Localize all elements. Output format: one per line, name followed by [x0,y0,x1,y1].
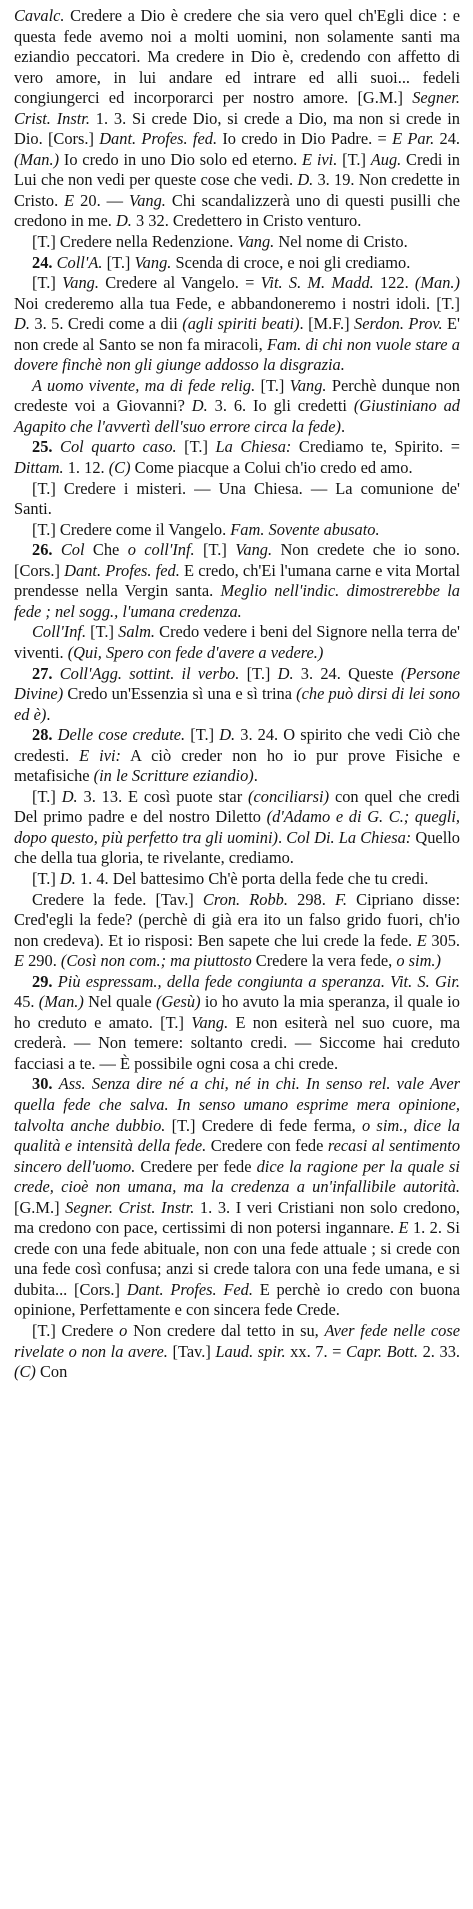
italic-run: E [416,930,427,950]
italic-run: A uomo vivente, ma di fede relig. [32,375,256,395]
italic-run: Meglio nell'indic. dimostrerebbe la fede ; nel sogg., l'umana credenza. [14,581,460,621]
text-run: 1. 2. Si crede con una fede abituale, non con una fede attuale ; si crede con una fede così confusa; anzi si crede talora con una fede umana, e si dubita... [Cors.] [14,1218,460,1299]
italic-run: (Persone Divine) [14,663,460,704]
italic-run: Dant. Profes. fed. [64,560,180,580]
italic-run: recasi al sentimento sincero dell'uomo. [14,1136,461,1176]
italic-run: D. [277,663,294,683]
italic-run: D. [191,396,208,416]
text-run: . [341,416,346,436]
text-run: Come piacque a Colui ch'io credo ed amo. [130,458,413,478]
entry-paragraph [14,1074,460,1321]
italic-run: Vang. [289,375,327,395]
text-run: 1. 3. Si crede Dio, si crede a Dio, ma non si crede in Dio. [Cors.] [14,108,460,149]
entry-paragraph [14,869,460,890]
entry-paragraph [14,437,460,478]
italic-run: dice la ragione per la quale si crede, cioè non umana, ma la credenza a un'infallibile autorità. [14,1156,460,1197]
italic-run: Salm. [118,622,156,642]
entry-paragraph [14,253,460,274]
text-run: 3. 6. Io gli credetti [207,396,354,416]
italic-run: Vang. [191,1012,229,1032]
italic-run: Dant. Profes. fed. [99,129,218,149]
italic-run: Cavalc. [14,6,65,25]
italic-run: E Par. [392,129,435,149]
italic-run: E [14,951,25,971]
italic-run: (Così non com.; ma piuttosto [60,951,252,971]
text-run: 20. — [74,190,130,210]
text-run: 3. 13. E così puote star [77,786,249,806]
italic-run: Segner. Crist. Instr. [65,1197,195,1217]
entry-paragraph [14,787,460,869]
text-run [53,664,60,683]
text-run: 1. 12. [63,458,109,478]
entry-paragraph [14,273,460,376]
italic-run: (Man.) [414,273,460,293]
italic-run: E ivi: [79,745,122,765]
text-run: E credo, ch'Ei l'umana carne e vita Mortal prendesse nella Vergin santa. [14,560,460,601]
text-run: Non credere dal tetto in su, [127,1321,325,1340]
italic-run: La Chiesa: [215,437,292,457]
text-run: . [46,704,51,724]
italic-run: (in le Scritture eziandio) [93,766,254,786]
italic-run: Serdon. Prov. [354,314,443,334]
italic-run: Col [60,540,85,560]
text-run: Credo vedere i beni del Signore nella terra de' viventi. [14,622,460,662]
text-run: Credo un'Essenzia sì una e sì trina [63,684,297,704]
italic-run: Vang. [237,232,275,252]
text-run: [Tav.] [167,1341,216,1361]
text-run: 3 32. Credettero in Cristo venturo. [131,211,362,231]
text-run: Credere con fede [206,1136,328,1156]
text-run: [T.] Credere nella Redenzione. [32,232,238,252]
text-run: [T.] [32,273,63,293]
italic-run: Laud. spir. [215,1341,286,1361]
text-run: xx. 7. = [285,1341,347,1361]
italic-run: D. [115,211,132,231]
text-run: . [M.F.] [299,314,355,334]
text-run: Scenda di croce, e noi gli crediamo. [171,252,411,272]
text-run: Perchè dunque non credeste voi a Giovanni? [14,375,460,416]
text-run: Nel nome di Cristo. [274,232,408,252]
entry-paragraph [14,972,460,1075]
text-run: 24. [434,129,460,149]
text-run: io ho avuto la mia speranza, il quale io ho creduto e amato. [T.] [14,992,461,1032]
italic-run: Col Di. La Chiesa: [286,827,412,847]
italic-run: Ass. Senza dire né a chi, né in chi. In senso rel. vale Aver quella fede che salva. In senso umano esprime mera opinione, talvolta anche dubbio. [14,1074,460,1135]
italic-run: (conciliarsi) [248,786,330,806]
text-run: . [253,766,258,786]
text-run: E perchè io credo con buona opinione, Perfettamente e con sincera fede Crede. [14,1279,460,1320]
text-run: [T.] [337,149,371,169]
italic-run: Vang. [235,540,273,560]
text-run: 2. 33. [418,1341,460,1361]
italic-run: Fam. di chi non vuole stare a dovere finchè non gli giunge addosso la disgrazia. [14,334,461,375]
text-run: Crediamo te, Spirito. = [291,437,461,457]
entry-paragraph [14,376,460,438]
text-run: A ciò creder non ho io pur prove Fisiche e metafisiche [14,745,460,786]
italic-run: F. [334,889,347,909]
italic-run: o [119,1321,128,1340]
italic-run: (che può dirsi di lei sono ed è) [14,684,461,724]
text-run: [G.M.] [14,1197,66,1217]
text-run: con quel che credi Del primo padre e del nostro Diletto [14,786,460,827]
italic-run: E [398,1218,409,1238]
section-number: 30. [32,1074,53,1094]
italic-run: Più espressam., della fede congiunta a speranza. Vit. S. Gir. [57,971,460,991]
entry-paragraph [14,479,460,520]
text-run: 3. 5. Credi come a dii [29,314,183,334]
text-run: [T.] Credere [32,1321,120,1340]
text-run: 298. [287,889,335,909]
entry-paragraph [14,725,460,787]
entry-paragraph [14,664,460,726]
italic-run: (agli spiriti beati) [182,314,300,334]
text-run: [T.] [239,663,278,683]
italic-run: E ivi. [302,149,338,169]
text-run: Io credo in uno Dio solo ed eterno. [59,149,303,169]
text-run: [T.] [194,540,236,560]
text-run: Credere al Vangelo. = [98,273,261,293]
text-run: . [278,827,287,847]
text-run: [T.] [32,868,60,888]
text-run: Credi in Lui che non vedi per queste cose che vedi. [14,149,461,190]
section-number: 25. [32,437,53,457]
text-run: Noi crederemo alla tua Fede, e abbandoneremo i nostri idoli. [T.] [14,293,460,313]
text-run: [T.] [102,252,135,272]
section-number: 29. [32,971,53,991]
italic-run: Vang. [129,190,166,210]
italic-run: Coll'Agg. sottint. il verbo. [59,663,240,683]
italic-run: Capr. Bott. [346,1341,419,1361]
text-run: [T.] [32,786,62,806]
section-number: 28. [32,725,53,745]
text-run: [T.] [86,622,119,642]
text-run: Non credete che io sono. [Cors.] [14,540,460,580]
text-run [53,540,61,559]
entry-paragraph [14,1321,460,1383]
text-run: [T.] [255,375,290,395]
text-run: E non esiterà nel suo cuore, ma crederà. — Non temere: soltanto credi. — Siccome hai creduto facciasi a te. — È possibile ogni cosa a chi crede. [14,1012,460,1073]
italic-run: Delle cose credute. [57,725,186,745]
italic-run: D. [59,868,76,888]
text-run: [T.] Credere i misteri. — Una Chiesa. — La comunione de' Santi. [14,478,460,519]
italic-run: (Gesù) [155,992,201,1012]
italic-run: (d'Adamo e di G. C.; quegli, dopo questo, più perfetto tra gli uomini) [14,807,460,847]
italic-run: Fam. Sovente abusato. [230,519,380,539]
italic-run: (C) [108,458,131,478]
italic-run: Vang. [134,252,172,272]
text-run: [T.] [185,725,220,745]
text-run: 3. 19. Non credette in Cristo. [14,170,461,210]
text-run: Credere a Dio è credere che sia vero quel ch'Egli dice : e questa fede avemo noi a molti uomini, non solamente santi ma eziandio peccatori. Ma credere in Dio è, credendo con affetto di vero amore, in lui andare ed intrare ed alli suoi... fedeli congiungerci ed incorporarci per nostro amore. [G.M.] [14,6,460,108]
italic-run: Vit. S. M. Madd. [260,273,374,293]
italic-run: (C) [14,1362,36,1382]
italic-run: D. [297,170,314,190]
italic-run: D. [219,725,236,745]
entry-paragraph [14,232,460,253]
italic-run: Segner. Crist. Instr. [14,88,460,128]
italic-run: D. [14,314,30,334]
italic-run: E [64,190,75,210]
text-run: Credere la vera fede, [251,951,397,971]
text-run: [T.] Credere come il Vangelo. [32,519,231,539]
text-run: [T.] [176,437,216,457]
section-number: 26. [32,540,53,560]
entry-paragraph [14,622,460,663]
text-run: Cipriano disse: Cred'egli la fede? (perchè di già era ito un falso grido fuori, ch'io non credeva). Et io risposi: Ben sapete che lui crede la fede. [14,889,460,950]
text-run: 3. 24. Queste [293,663,401,683]
text-run: 45. [14,992,39,1012]
text-run: Quello che della tua gloria, te rivelante, crediamo. [14,827,461,868]
text-run: [T.] Credere di fede ferma, [165,1115,362,1135]
entry-paragraph [14,6,460,232]
section-number: 27. [32,663,53,683]
italic-run: o coll'Inf. [127,540,195,560]
text-run: Chi scandalizzerà uno di questi pusilli che credono in me. [14,190,460,231]
italic-run: Dittam. [14,458,64,478]
italic-run: (Man.) [14,149,60,169]
text-run: 305. [426,930,461,950]
italic-run: o sim.) [396,951,441,971]
text-run: Credere per fede [135,1156,257,1176]
section-number: 24. [32,252,53,272]
text-run: Che [84,540,128,560]
text-run [53,437,61,456]
text-run: E' non crede al Santo se non fa miracoli, [14,314,461,354]
entry-paragraph [14,540,460,622]
italic-run: Dant. Profes. Fed. [126,1279,253,1299]
text-run: 290. [24,951,61,971]
text-run: Credere la fede. [Tav.] [32,889,203,909]
text-run: 1. 4. Del battesimo Ch'è porta della fede che tu credi. [75,868,429,888]
italic-run: Col quarto caso. [60,437,177,457]
italic-run: o sim., dice la qualità e intensità della fede. [14,1115,460,1156]
italic-run: (Man.) [38,992,84,1012]
italic-run: Aver fede nelle cose rivelate o non la avere. [14,1321,461,1361]
text-run: 1. 3. I veri Cristiani non solo credono, ma credono con pace, certissimi di non potersi ingannare. [14,1197,460,1238]
italic-run: Vang. [62,273,99,293]
text-run: Nel quale [83,992,156,1012]
italic-run: (Qui, Spero con fede d'avere a vedere.) [67,642,324,662]
text-run: 3. 24. O spirito che vedi Ciò che credesti. [14,725,460,765]
italic-run: Coll'Inf. [32,622,87,642]
entry-paragraph [14,520,460,541]
italic-run: (Giustiniano ad Agapito che l'avvertì dell'suo errore circa la fede) [14,396,460,436]
italic-run: Aug. [370,149,402,169]
text-run: Con [35,1362,68,1382]
entry-paragraph [14,890,460,972]
text-run: Io credo in Dio Padre. = [217,129,393,149]
italic-run: Cron. Robb. [202,889,288,909]
italic-run: Coll'A. [56,252,103,272]
text-run: 122. [373,273,415,293]
italic-run: D. [61,786,78,806]
